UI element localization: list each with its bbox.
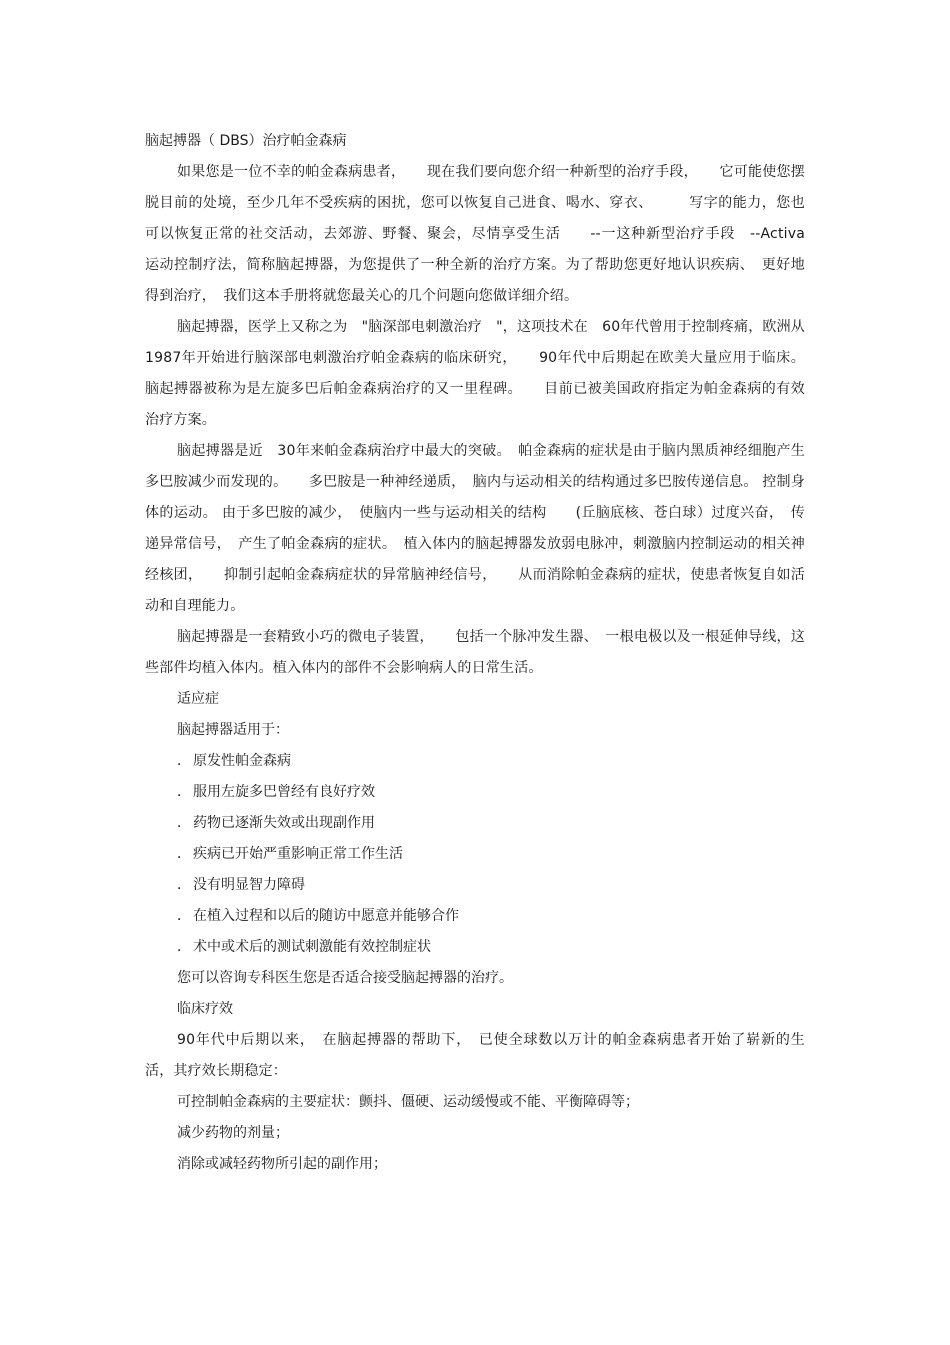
list-item: [145, 901, 805, 932]
efficacy-line-side-effects: 消除或减轻药物所引起的副作用；: [177, 1156, 387, 1172]
list-item-text: 疾病已开始严重影响正常工作生活: [193, 846, 403, 862]
efficacy-paragraph: 90年代中后期以来， 在脑起搏器的帮助下， 已使全球数以万计的帕金森病患者开始了崭新的生活，其疗效长期稳定：: [145, 1032, 805, 1079]
intro-paragraph: 如果您是一位不幸的帕金森病患者， 现在我们要向您介绍一种新型的治疗手段， 它可能使您摆脱目前的处境，至少几年不受疾病的困扰，您可以恢复自己进食、喝水、穿衣、 写字的能力，您也可以恢复正常的社交活动，去郊游、野餐、聚会，尽情享受生活 --一这种新型治疗手段 --Activa 运动控制疗法，简称脑起搏器，为您提供了一种全新的治疗方案。为了帮助您更好地认识疾病、 更好地得到治疗， 我们这本手册将就您最关心的几个问题向您做详细介绍。: [145, 164, 820, 304]
bullet-dot: ．: [177, 784, 191, 800]
list-item: [145, 932, 805, 963]
efficacy-heading: 临床疗效: [177, 1001, 233, 1017]
history-paragraph: 脑起搏器，医学上又称之为 "脑深部电刺激治疗 "，这项技术在 60年代曾用于控制疼痛，欧洲从 1987年开始进行脑深部电刺激治疗帕金森病的临床研究， 90年代中后期起在欧美大量应用于临床。 脑起搏器被称为是左旋多巴后帕金森病治疗的又一里程碑。 目前已被美国政府指定为帕金森病的有效治疗方案。: [145, 319, 806, 428]
mechanism-paragraph: 脑起搏器是近 30年来帕金森病治疗中最大的突破。 帕金森病的症状是由于脑内黑质神经细胞产生多巴胺减少而发现的。 多巴胺是一种神经递质， 脑内与运动相关的结构通过多巴胺传递信息。 控制身体的运动。 由于多巴胺的减少， 使脑内一些与运动相关的结构 (丘脑底核、苍白球）过度兴奋， 传递异常信号， 产生了帕金森病的症状。 植入体内的脑起搏器发放弱电脉冲，刺激脑内控制运动的相关神经核团， 抑制引起帕金森病症状的异常脑神经信号， 从而消除帕金森病的症状，使患者恢复自如活动和自理能力。: [145, 443, 805, 614]
document-body: [145, 126, 820, 1180]
list-item-text: 原发性帕金森病: [193, 753, 291, 769]
bullet-dot: ．: [177, 908, 191, 924]
list-item-text: 没有明显智力障碍: [193, 877, 305, 893]
indications-heading: 适应症: [177, 691, 219, 707]
document-title: 脑起搏器（ DBS）治疗帕金森病: [145, 133, 347, 149]
list-item-text: 药物已逐渐失效或出现副作用: [193, 815, 375, 831]
list-item: [145, 870, 805, 901]
bullet-dot: ．: [177, 939, 191, 955]
list-item: [145, 808, 805, 839]
device-paragraph: 脑起搏器是一套精致小巧的微电子装置， 包括一个脉冲发生器、 一根电极以及一根延伸导线，这些部件均植入体内。植入体内的部件不会影响病人的日常生活。: [145, 629, 805, 676]
list-item-text: 在植入过程和以后的随访中愿意并能够合作: [193, 908, 459, 924]
list-item-text: 术中或术后的测试刺激能有效控制症状: [193, 939, 431, 955]
bullet-dot: ．: [177, 753, 191, 769]
bullet-dot: ．: [177, 877, 191, 893]
efficacy-line-symptoms: 可控制帕金森病的主要症状：颤抖、僵硬、运动缓慢或不能、平衡障碍等；: [177, 1094, 639, 1110]
consult-note: 您可以咨询专科医生您是否适合接受脑起搏器的治疗。: [177, 970, 513, 986]
list-item: [145, 746, 805, 777]
bullet-dot: ．: [177, 815, 191, 831]
bullet-dot: ．: [177, 846, 191, 862]
indications-intro: 脑起搏器适用于：: [177, 722, 289, 738]
list-item: [145, 777, 805, 808]
list-item-text: 服用左旋多巴曾经有良好疗效: [193, 784, 375, 800]
efficacy-line-dosage: 减少药物的剂量；: [177, 1125, 289, 1141]
list-item: [145, 839, 805, 870]
indications-list: [145, 746, 805, 963]
